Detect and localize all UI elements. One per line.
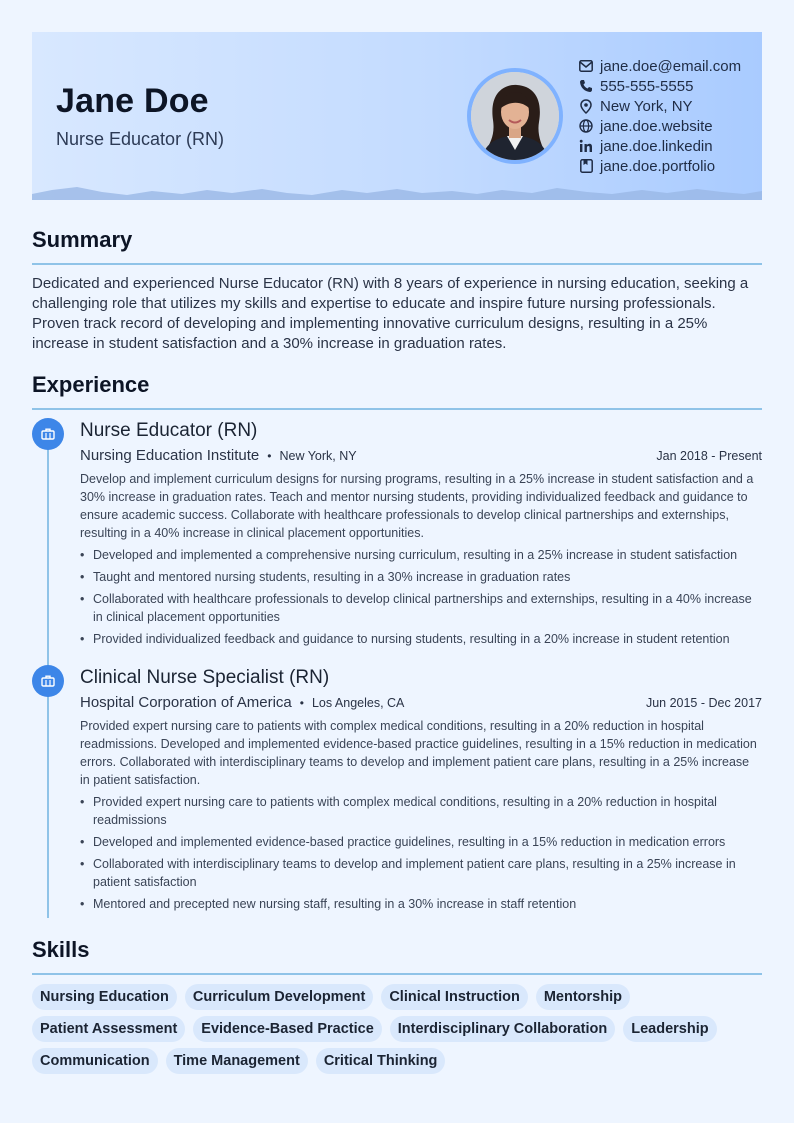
job-organization: Hospital Corporation of America [80,694,292,711]
list-item: • Provided individualized feedback and guidance to nursing students, resulting in a 20% increase in student retention [80,630,762,648]
contact-linkedin[interactable] [578,136,741,156]
contact-phone-text: 555-555-5555 [600,77,694,95]
experience-divider [32,408,762,410]
list-item: • Mentored and precepted new nursing staff, resulting in a 30% increase in staff retention [80,895,762,913]
contact-portfolio-text: jane.doe.portfolio [600,157,716,175]
meta-separator: • [267,449,272,463]
skill-chip: Critical Thinking [316,1048,446,1074]
skills-list [32,984,762,1080]
avatar-portrait-icon [471,72,559,160]
skills-heading: Skills [32,937,90,962]
job-entry [80,420,762,652]
meta-separator: • [299,696,304,710]
contact-phone[interactable] [578,76,741,96]
summary-heading: Summary [32,227,133,252]
skill-row [32,1016,762,1042]
job-meta [80,694,762,716]
skill-chip: Patient Assessment [32,1016,185,1042]
contact-website[interactable] [578,116,741,136]
skill-row [32,984,762,1010]
globe-icon [578,118,594,134]
skill-chip: Clinical Instruction [381,984,528,1010]
contact-website-text: jane.doe.website [600,117,713,135]
list-item: • Collaborated with healthcare professionals to develop clinical partnerships and externships, resulting in a 40% increase in clinical placement opportunities [80,590,762,626]
skill-chip: Mentorship [536,984,630,1010]
contact-portfolio[interactable] [578,156,741,176]
briefcase-icon [32,665,64,697]
job-bullets [80,793,762,913]
summary-divider [32,263,762,265]
contact-linkedin-text: jane.doe.linkedin [600,137,713,155]
skill-chip: Leadership [623,1016,716,1042]
contact-email-text: jane.doe@email.com [600,57,742,75]
skill-chip: Nursing Education [32,984,177,1010]
summary-text: Dedicated and experienced Nurse Educator (RN) with 8 years of experience in nursing education, seeking a challenging role that utilizes my skills and expertise to educate and inspire future nursing professionals. Proven track record of developing and implementing innovative curriculum designs, resulting in a 25% increase in student satisfaction and a 30% increase in graduation rates. [32,275,749,352]
list-item: • Developed and implemented a comprehensive nursing curriculum, resulting in a 25% increase in student satisfaction [80,546,762,564]
job-entry [80,667,762,917]
list-item: • Collaborated with interdisciplinary teams to develop and implement patient care plans, resulting in a 25% increase in patient satisfaction [80,855,762,891]
job-location: Los Angeles, CA [311,696,405,710]
linkedin-icon [578,138,594,154]
experience-heading: Experience [32,372,150,397]
job-location: New York, NY [279,449,357,463]
list-item: • Developed and implemented evidence-based practice guidelines, resulting in a 15% reduction in medication errors [80,833,762,851]
list-item: • Provided expert nursing care to patients with complex medical conditions, resulting in a 20% reduction in hospital readmissions [80,793,762,829]
skill-chip: Evidence-Based Practice [193,1016,381,1042]
location-icon [578,98,594,114]
job-description: Develop and implement curriculum designs for nursing programs, resulting in a 25% increase in student satisfaction and a 30% increase in graduation rates. Teach and mentor nursing students, providing individualized feedback and guidance to ensure academic success. Collaborate with healthcare professionals to develop clinical partnerships and externships, resulting in a 40% increase in clinical placement opportunities. [80,472,754,540]
job-dates: Jan 2018 - Present [656,449,762,463]
avatar-frame [467,68,563,164]
list-item: • Taught and mentored nursing students, resulting in a 30% increase in graduation rates [80,568,762,586]
phone-icon [578,78,594,94]
candidate-role: Nurse Educator (RN) [56,129,225,149]
email-icon [578,58,594,74]
job-description: Provided expert nursing care to patients with complex medical conditions, resulting in a 20% reduction in hospital readmissions. Developed and implemented evidence-based practice guidelines, resulting in a 15% reduction in medication errors. Collaborated with interdisciplinary teams to develop and implement patient care plans, resulting in a 25% increase in patient satisfaction. [80,719,757,787]
avatar [471,72,559,160]
header-mountain-decoration [32,184,762,200]
job-title: Nurse Educator (RN) [80,420,258,441]
candidate-name: Jane Doe [56,82,209,120]
contact-email[interactable] [578,56,741,76]
job-organization: Nursing Education Institute [80,447,260,464]
contact-location [578,96,741,116]
resume-header [32,32,762,200]
job-bullets [80,546,762,648]
contact-location-text: New York, NY [600,97,693,115]
skill-chip: Curriculum Development [185,984,373,1010]
skill-row [32,1048,762,1074]
portfolio-icon [578,158,594,174]
job-title: Clinical Nurse Specialist (RN) [80,667,330,688]
skill-chip: Communication [32,1048,158,1074]
job-meta [80,447,762,469]
briefcase-icon [32,418,64,450]
skills-divider [32,973,762,975]
skill-chip: Interdisciplinary Collaboration [390,1016,615,1042]
contact-list [578,56,741,176]
job-dates: Jun 2015 - Dec 2017 [645,696,762,710]
skill-chip: Time Management [166,1048,308,1074]
